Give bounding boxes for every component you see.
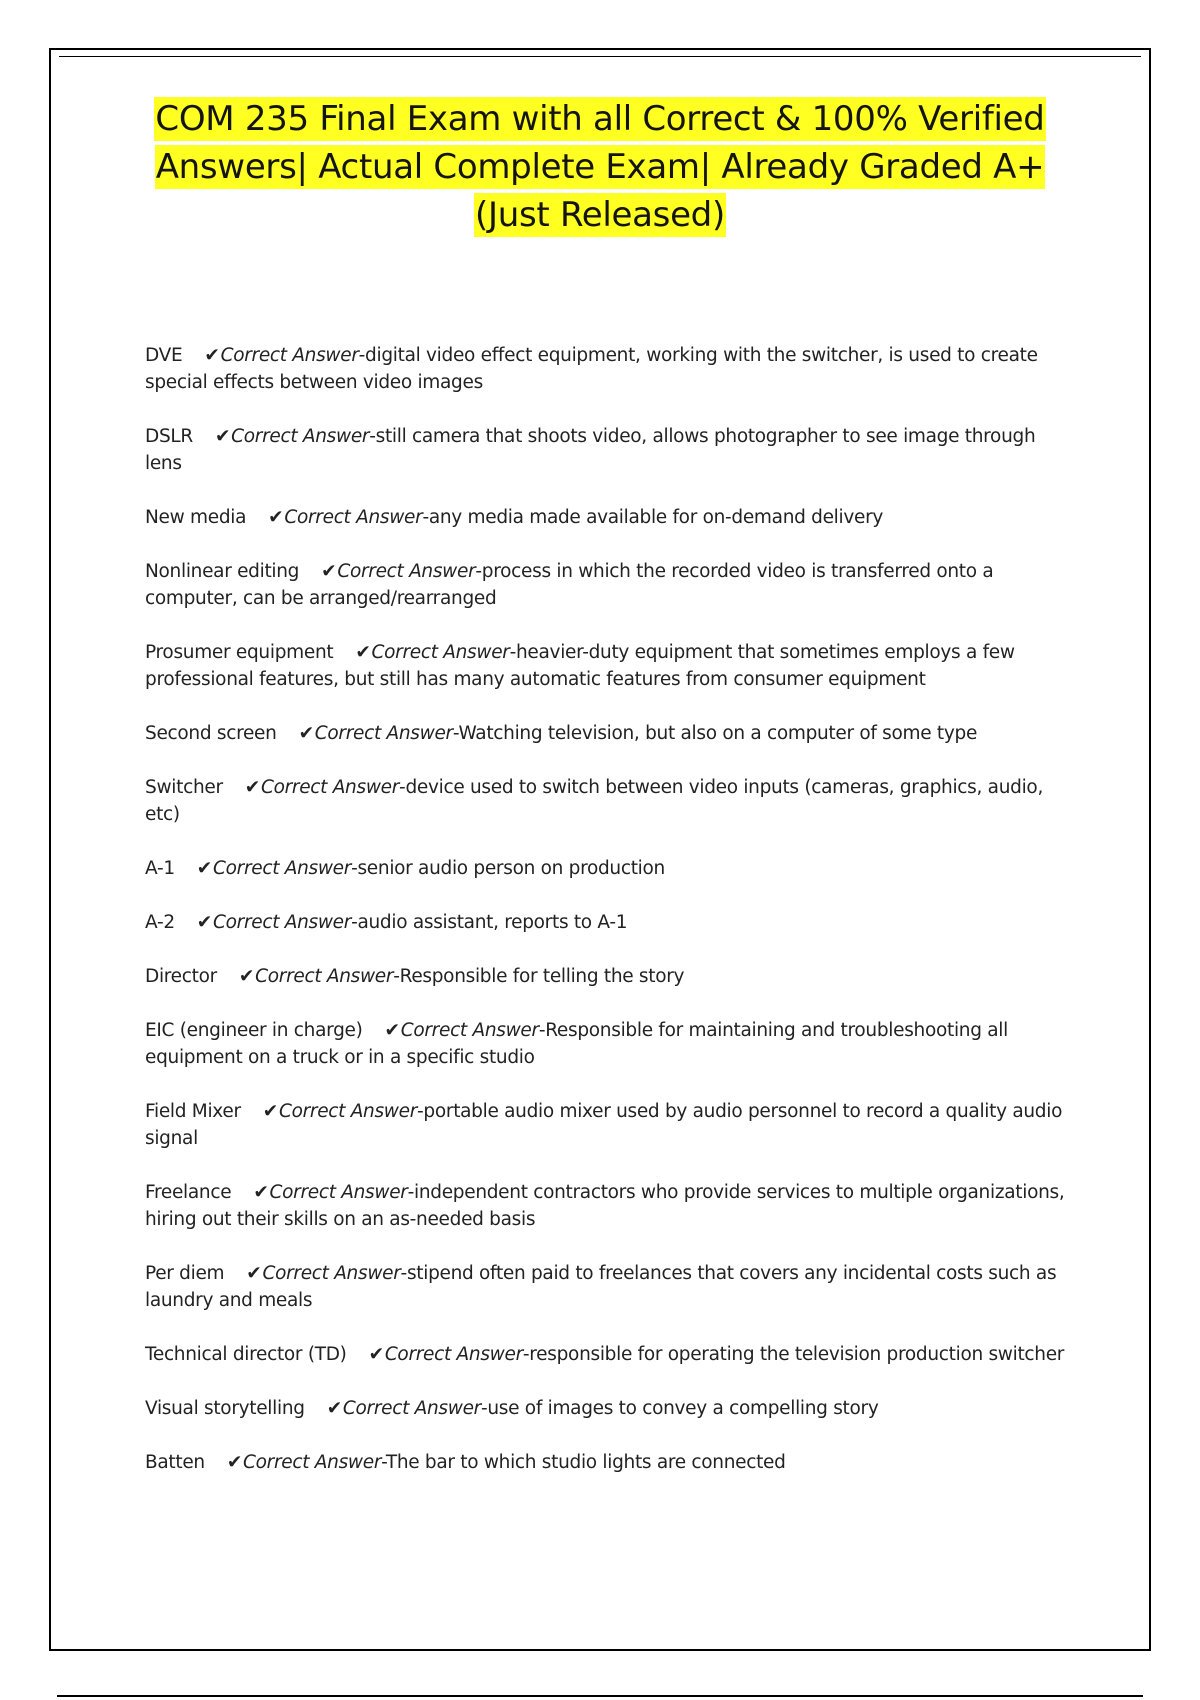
qa-item xyxy=(145,1395,1075,1422)
qa-definition: heavier-duty equipment that sometimes employs a few professional features, but still has many automatic features from consumer equipment xyxy=(145,642,1015,690)
qa-separator: - xyxy=(475,561,482,582)
check-icon: ✔ xyxy=(368,1344,384,1365)
check-icon: ✔ xyxy=(321,561,337,582)
qa-term: DSLR xyxy=(145,426,193,447)
qa-definition: Watching television, but also on a computer of some type xyxy=(458,723,978,744)
correct-answer-label: Correct Answer xyxy=(231,426,370,447)
correct-answer-label: Correct Answer xyxy=(269,1182,408,1203)
qa-term: Visual storytelling xyxy=(145,1398,305,1419)
qa-term: Freelance xyxy=(145,1182,232,1203)
qa-definition: Responsible for maintaining and troubleshooting all equipment on a truck or in a specific studio xyxy=(145,1020,1008,1068)
correct-answer-label: Correct Answer xyxy=(260,777,400,798)
qa-separator: - xyxy=(351,912,358,933)
qa-term: New media xyxy=(145,507,247,528)
qa-term: Prosumer equipment xyxy=(145,642,334,663)
page-border-inner-rule xyxy=(59,56,1141,57)
qa-term: Batten xyxy=(145,1452,205,1473)
check-icon: ✔ xyxy=(196,912,212,933)
qa-separator: - xyxy=(522,1344,530,1365)
check-icon: ✔ xyxy=(196,858,212,879)
qa-term: Technical director (TD) xyxy=(145,1344,347,1365)
qa-item xyxy=(145,720,1075,747)
qa-definition: responsible for operating the television production switcher xyxy=(529,1344,1065,1365)
check-icon: ✔ xyxy=(246,1263,262,1284)
qa-separator: - xyxy=(358,345,366,366)
qa-item xyxy=(145,1017,1075,1071)
qa-item xyxy=(145,639,1075,693)
check-icon: ✔ xyxy=(355,642,371,663)
qa-item xyxy=(145,504,1075,531)
next-page-top-rule xyxy=(57,1695,1143,1697)
title-line-2: Answers| Actual Complete Exam| Already Graded A+ xyxy=(155,147,1045,187)
qa-item xyxy=(145,1179,1075,1233)
qa-term: A-1 xyxy=(145,858,175,879)
qa-item xyxy=(145,963,1075,990)
qa-definition: independent contractors who provide services to multiple organizations, hiring out their skills on an as-needed basis xyxy=(145,1182,1065,1230)
qa-separator: - xyxy=(351,858,358,879)
qa-separator: - xyxy=(480,1398,488,1419)
check-icon: ✔ xyxy=(298,723,314,744)
qa-definition: process in which the recorded video is transferred onto a computer, can be arranged/rearranged xyxy=(145,561,994,609)
correct-answer-label: Correct Answer xyxy=(371,642,510,663)
qa-item xyxy=(145,558,1075,612)
qa-item xyxy=(145,855,1075,882)
qa-item xyxy=(145,1260,1075,1314)
qa-separator: - xyxy=(417,1101,424,1122)
check-icon: ✔ xyxy=(204,345,220,366)
check-icon: ✔ xyxy=(268,507,284,528)
qa-separator: - xyxy=(399,777,406,798)
correct-answer-label: Correct Answer xyxy=(384,1344,523,1365)
correct-answer-label: Correct Answer xyxy=(284,507,423,528)
correct-answer-label: Correct Answer xyxy=(255,966,394,987)
check-icon: ✔ xyxy=(214,426,231,447)
document-title xyxy=(80,95,1120,239)
qa-item xyxy=(145,342,1075,396)
qa-separator: - xyxy=(400,1263,407,1284)
qa-separator: - xyxy=(452,723,459,744)
qa-definition: portable audio mixer used by audio personnel to record a quality audio signal xyxy=(145,1101,1063,1149)
qa-definition: senior audio person on production xyxy=(357,858,665,879)
qa-definition: use of images to convey a compelling story xyxy=(487,1398,879,1419)
qa-item xyxy=(145,774,1075,828)
qa-definition: digital video effect equipment, working with the switcher, is used to create special effects between video images xyxy=(145,345,1038,393)
qa-term: Per diem xyxy=(145,1263,225,1284)
check-icon: ✔ xyxy=(244,777,260,798)
qa-separator: - xyxy=(422,507,429,528)
qa-definition: still camera that shoots video, allows photographer to see image through lens xyxy=(145,426,1036,474)
correct-answer-label: Correct Answer xyxy=(220,345,359,366)
qa-term: EIC (engineer in charge) xyxy=(145,1020,363,1041)
title-block xyxy=(80,95,1120,239)
qa-term: DVE xyxy=(145,345,183,366)
correct-answer-label: Correct Answer xyxy=(337,561,476,582)
correct-answer-label: Correct Answer xyxy=(278,1101,418,1122)
qa-item xyxy=(145,1098,1075,1152)
qa-definition: device used to switch between video inputs (cameras, graphics, audio, etc) xyxy=(145,777,1044,825)
check-icon: ✔ xyxy=(226,1452,243,1473)
qa-term: Switcher xyxy=(145,777,223,798)
qa-separator: - xyxy=(369,426,376,447)
qa-definition: Responsible for telling the story xyxy=(399,966,685,987)
qa-item xyxy=(145,1449,1075,1476)
check-icon: ✔ xyxy=(238,966,255,987)
check-icon: ✔ xyxy=(253,1182,269,1203)
correct-answer-label: Correct Answer xyxy=(243,1452,382,1473)
qa-term: Nonlinear editing xyxy=(145,561,300,582)
correct-answer-label: Correct Answer xyxy=(314,723,453,744)
qa-definition: stipend often paid to freelances that covers any incidental costs such as laundry and meals xyxy=(145,1263,1057,1311)
qa-separator: - xyxy=(393,966,400,987)
check-icon: ✔ xyxy=(262,1101,278,1122)
qa-separator: - xyxy=(538,1020,546,1041)
qa-term: Field Mixer xyxy=(145,1101,241,1122)
qa-definition: any media made available for on-demand delivery xyxy=(428,507,884,528)
correct-answer-label: Correct Answer xyxy=(400,1020,539,1041)
qa-item xyxy=(145,1341,1075,1368)
question-answer-list xyxy=(145,342,1075,1476)
qa-separator: - xyxy=(381,1452,386,1473)
qa-item xyxy=(145,423,1075,477)
qa-definition: The bar to which studio lights are connected xyxy=(385,1452,786,1473)
qa-term: Director xyxy=(145,966,217,987)
title-line-1: COM 235 Final Exam with all Correct & 100% Verified xyxy=(155,99,1045,139)
check-icon: ✔ xyxy=(384,1020,400,1041)
qa-separator: - xyxy=(509,642,516,663)
qa-definition: audio assistant, reports to A-1 xyxy=(357,912,628,933)
qa-separator: - xyxy=(407,1182,414,1203)
qa-term: A-2 xyxy=(145,912,175,933)
correct-answer-label: Correct Answer xyxy=(262,1263,401,1284)
correct-answer-label: Correct Answer xyxy=(213,858,352,879)
title-line-3: (Just Released) xyxy=(475,195,725,235)
correct-answer-label: Correct Answer xyxy=(342,1398,481,1419)
qa-item xyxy=(145,909,1075,936)
correct-answer-label: Correct Answer xyxy=(213,912,352,933)
qa-term: Second screen xyxy=(145,723,277,744)
check-icon: ✔ xyxy=(326,1398,342,1419)
